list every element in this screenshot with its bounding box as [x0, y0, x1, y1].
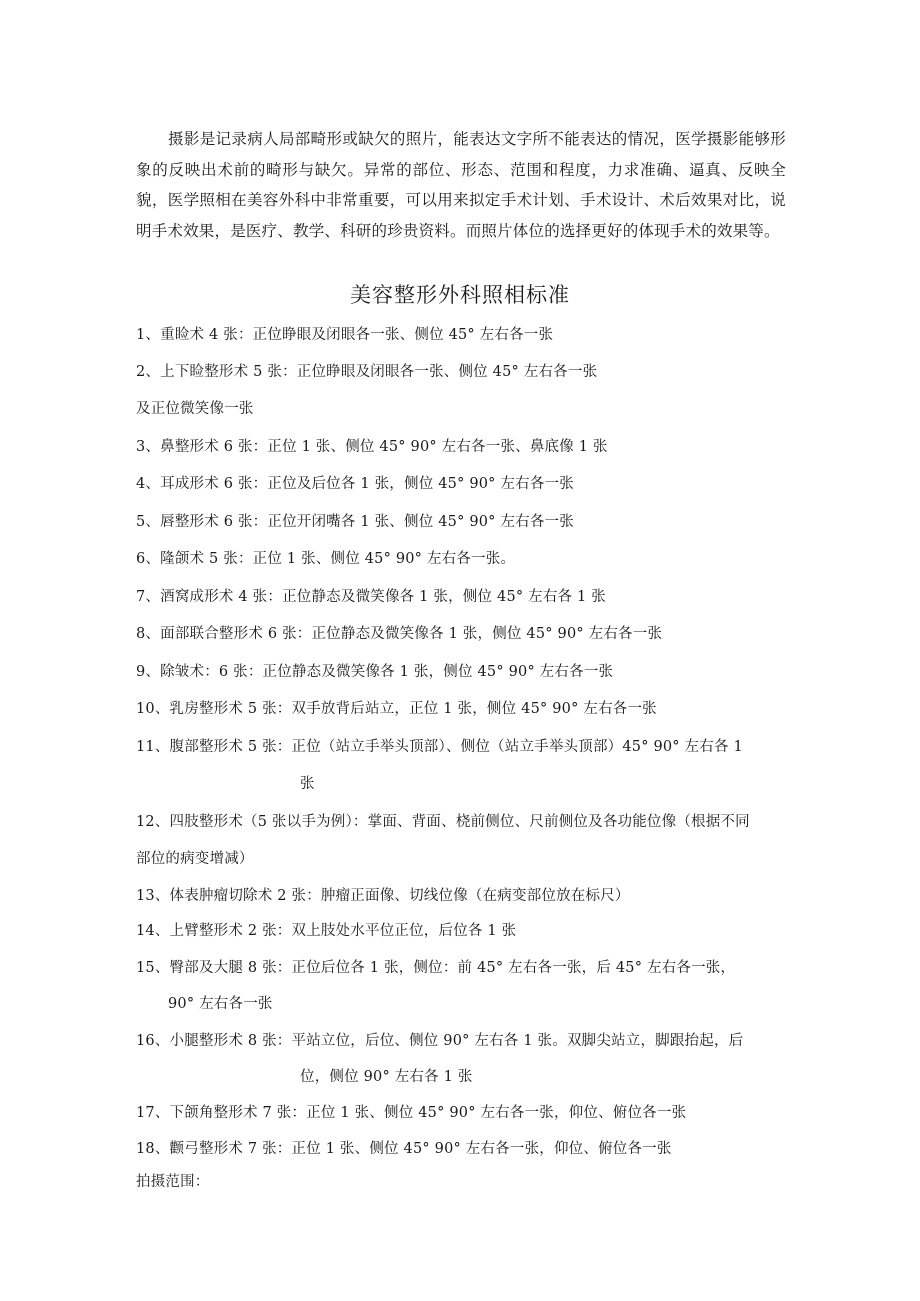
item-6: 6、隆颌术 5 张：正位 1 张、侧位 45° 90° 左右各一张。	[136, 551, 516, 567]
item-5: 5、唇整形术 6 张：正位开闭嘴各 1 张、侧位 45° 90° 左右各一张	[136, 514, 574, 530]
item-7: 7、酒窝成形术 4 张：正位静态及微笑像各 1 张，侧位 45° 左右各 1 张	[136, 589, 606, 605]
item-16-cont: 位，侧位 90° 左右各 1 张	[300, 1069, 473, 1085]
item-2-cont: 及正位微笑像一张	[136, 401, 254, 417]
item-8: 8、面部联合整形术 6 张：正位静态及微笑像各 1 张，侧位 45° 90° 左右各一张	[136, 626, 663, 642]
section-title: 美容整形外科照相标准	[350, 283, 570, 307]
item-18: 18、颧弓整形术 7 张：正位 1 张、侧位 45° 90° 左右各一张，仰位、俯位各一张	[136, 1141, 672, 1157]
item-11-cont: 张	[300, 776, 315, 792]
item-2: 2、上下睑整形术 5 张：正位睁眼及闭眼各一张、侧位 45° 左右各一张	[136, 364, 598, 380]
intro-paragraph: 摄影是记录病人局部畸形或缺欠的照片，能表达文字所不能表达的情况，医学摄影能够形象的反映出术前的畸形与缺欠。异常的部位、形态、范围和程度，力求准确、逼真、反映全貌，医学照相在美容外科中非常重要，可以用来拟定手术计划、手术设计、术后效果对比，说明手术效果，是医疗、教学、科研的珍贵资料。而照片体位的选择更好的体现手术的效果等。	[136, 130, 786, 240]
item-15-cont: 90° 左右各一张	[168, 996, 273, 1012]
item-9: 9、除皱术：6 张：正位静态及微笑像各 1 张，侧位 45° 90° 左右各一张	[136, 664, 614, 680]
shooting-range-label: 拍摄范围：	[136, 1174, 210, 1190]
item-11: 11、腹部整形术 5 张：正位（站立手举头顶部）、侧位（站立手举头顶部）45° 90° 左右各 1	[136, 739, 743, 755]
item-16: 16、小腿整形术 8 张：平站立位，后位、侧位 90° 左右各 1 张。双脚尖站立，脚跟抬起，后	[136, 1033, 744, 1049]
item-13: 13、体表肿瘤切除术 2 张：肿瘤正面像、切线位像（在病变部位放在标尺）	[136, 888, 630, 904]
item-10: 10、乳房整形术 5 张：双手放背后站立，正位 1 张，侧位 45° 90° 左右各一张	[136, 701, 657, 717]
item-12: 12、四肢整形术（5 张以手为例）：掌面、背面、桡前侧位、尺前侧位及各功能位像（根据不同	[136, 814, 750, 830]
item-17: 17、下颌角整形术 7 张：正位 1 张、侧位 45° 90° 左右各一张，仰位、俯位各一张	[136, 1105, 687, 1121]
item-14: 14、上臂整形术 2 张：双上肢处水平位正位，后位各 1 张	[136, 923, 517, 939]
item-15: 15、臀部及大腿 8 张：正位后位各 1 张，侧位：前 45° 左右各一张，后 45° 左右各一张，	[136, 960, 736, 976]
item-12-cont: 部位的病变增减）	[136, 851, 254, 867]
item-3: 3、鼻整形术 6 张：正位 1 张、侧位 45° 90° 左右各一张、鼻底像 1 张	[136, 439, 608, 455]
item-4: 4、耳成形术 6 张：正位及后位各 1 张，侧位 45° 90° 左右各一张	[136, 476, 574, 492]
item-1: 1、重睑术 4 张：正位睁眼及闭眼各一张、侧位 45° 左右各一张	[136, 327, 554, 343]
